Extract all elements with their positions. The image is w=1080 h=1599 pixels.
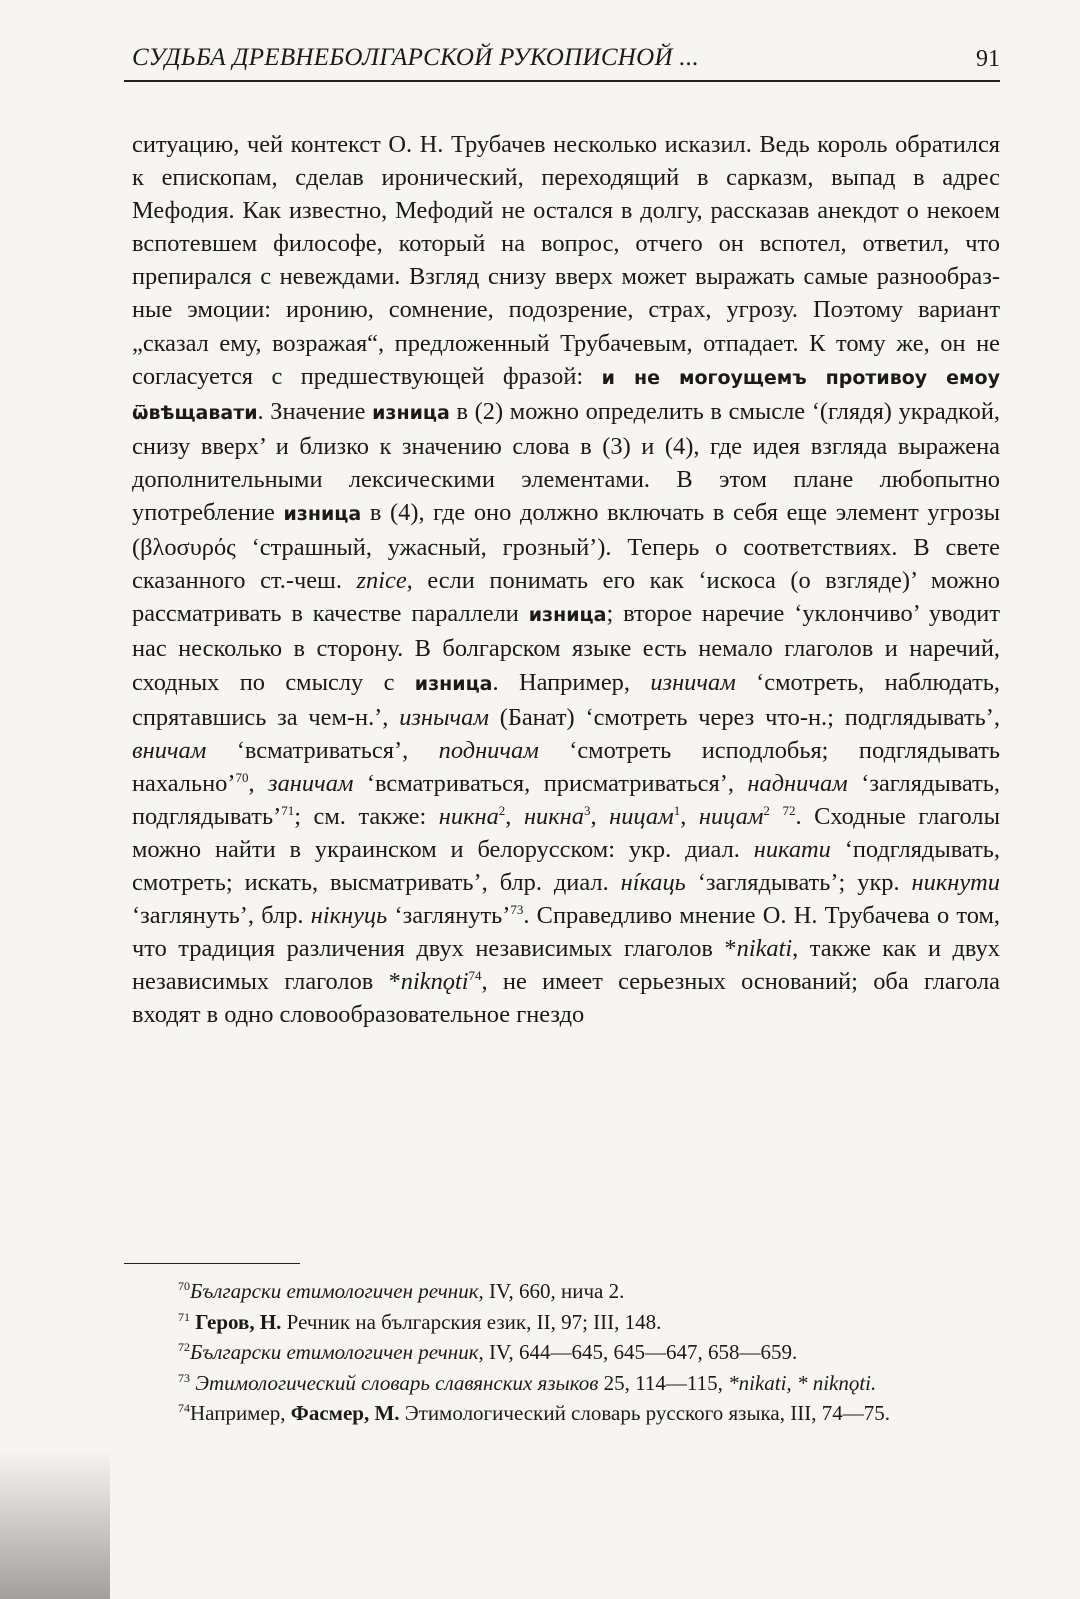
text-run: ; см. также: — [294, 802, 439, 830]
main-text — [132, 128, 1000, 1032]
homonym-index: 2 — [498, 802, 506, 818]
footnote-ref-70[interactable]: 70 — [235, 769, 249, 785]
running-title: СУДЬБА ДРЕВНЕБОЛГАРСКОЙ РУКОПИСНОЙ ... — [132, 44, 700, 71]
text-run: . Например, — [492, 668, 651, 696]
italic-term: никна — [523, 802, 584, 830]
footnote-italic: * niknǫti. — [796, 1370, 877, 1395]
footnote-number: 70 — [178, 1279, 190, 1293]
footnote-title: Български етимологичен речник — [190, 1279, 479, 1303]
italic-term: нíкаць — [620, 869, 686, 897]
italic-term: никати — [753, 835, 831, 863]
text-run: , — [505, 802, 524, 830]
text-run: ‘всматриваться, присматриваться’, — [353, 769, 748, 797]
footnote-title: Этимологический словарь славянских языков — [195, 1370, 599, 1395]
text-run: , — [680, 802, 699, 830]
text-run: , также как и двух независимых глаголов * — [132, 935, 1000, 996]
footnote-ref-73[interactable]: 73 — [510, 902, 524, 918]
footnote-text: Например, — [190, 1401, 291, 1425]
gutter-shadow — [0, 1450, 110, 1599]
text-run: ‘заглядывать, подглядывать’ — [132, 769, 1001, 830]
footnote-ref-74[interactable]: 74 — [468, 968, 482, 984]
footnote-text: Речник на българския език, II, 97; III, 148. — [281, 1309, 662, 1334]
footnote-text: , IV, 644—645, 645—647, 658—659. — [478, 1340, 798, 1364]
church-slavonic-word: изница — [528, 604, 607, 627]
footnote-71 — [124, 1307, 1000, 1338]
church-slavonic-word: изница — [414, 672, 493, 695]
footnote-text: , IV, 660, нича 2. — [478, 1279, 625, 1303]
footnote-rule — [124, 1263, 300, 1264]
footnote-72 — [124, 1337, 1000, 1368]
text-run: , если понимать его как ‘искоса (о взгляде)’ можно рассматривать в качестве параллели — [132, 567, 1000, 628]
homonym-index: 1 — [673, 802, 681, 818]
text-run: . Значение — [257, 397, 373, 425]
italic-term: вничам — [132, 736, 207, 764]
body-paragraph — [132, 128, 1000, 1032]
text-run: ‘заглядывать’; укр. — [685, 869, 912, 897]
text-run: . Справедливо мнение О. Н. Трубачева о том, что традиция различения двух независимых глаголов * — [132, 902, 1000, 963]
text-run: . Сходные глаголы можно найти в украинском и белорусском: укр. диал. — [132, 802, 1000, 863]
italic-term: надничам — [747, 769, 848, 797]
text-run: в (4), где оно должно включать в себя еще элемент угрозы (βλοσυρός ‘страшный, ужасный, грозный’). Теперь о соответствиях. В свете сказанного ст.-чеш. — [132, 499, 1000, 595]
footnote-70 — [124, 1276, 1000, 1307]
text-run: в (2) можно определить в смысле ‘(глядя) украдкой, снизу вверх’ и близко к значению слова в (3) и (4), где идея взгляда выражена дополнительными лексическими элементами. В этом плане любопытно употребление — [132, 397, 1001, 527]
text-run: , — [590, 802, 610, 830]
italic-term: изничам — [650, 668, 736, 696]
footnote-73 — [124, 1368, 1000, 1399]
text-run: , — [248, 769, 269, 797]
footnote-text: 25, 114—115, — [598, 1370, 729, 1395]
text-run: ; второе наречие ‘уклончиво’ уводит нас несколько в сторону. В болгарском языке есть немало глаголов и наречий, сходных по смыслу с — [132, 600, 1001, 696]
footnote-author: Геров, Н. — [195, 1309, 282, 1334]
italic-term: niknǫti — [400, 968, 469, 996]
italic-term: ницам — [609, 802, 674, 830]
italic-term: znice — [356, 567, 407, 595]
footnote-number: 73 — [178, 1370, 190, 1385]
footnote-text: Этимологический словарь русского языка, III, 74—75. — [399, 1401, 890, 1425]
footnote-ref-72[interactable]: 72 — [782, 802, 796, 818]
page-number: 91 — [976, 46, 1000, 72]
text-run: ‘смотреть исподлобья; подглядывать нахально’ — [132, 736, 1000, 797]
italic-term: подничам — [438, 736, 539, 764]
footnote-number: 72 — [178, 1340, 190, 1354]
italic-term: изнычам — [399, 703, 489, 731]
header-rule — [124, 80, 1000, 82]
page-header — [132, 42, 1000, 82]
footnotes — [124, 1276, 1000, 1429]
italic-term: nikati — [736, 935, 793, 963]
text-run: ‘всматриваться’, — [206, 736, 439, 764]
text-run: ‘заглянуть’ — [387, 902, 511, 930]
italic-term: ницам — [698, 802, 764, 830]
text-run: ‘смотреть, наблюдать, спрятавшись за чем-н.’, — [132, 668, 1000, 731]
italic-term: нікнуць — [310, 902, 388, 930]
italic-term: никна — [438, 802, 499, 830]
text-run: ‘подглядывать, смотреть; искать, высматривать’, блр. диал. — [132, 835, 1000, 897]
italic-term: заничам — [268, 769, 354, 797]
church-slavonic-word: изница — [372, 401, 450, 424]
homonym-index: 2 — [763, 802, 770, 818]
text-run: ситуацию, чей контекст О. Н. Трубачев несколько исказил. Ведь король обратился к епископам, сделав иронический, переходящий в сарказм, выпад в адрес Мефодия. Как известно, Мефодий не остался в долгу, рассказав анекдот о некоем вспотевшем философе, который на вопрос, отчего он вспотел, ответил, что препирался с невеждами. Взгляд снизу вверх может выражать самые разнообразные эмоции: иронию, сомнение, подозрение, страх, угрозу. Поэтому вариант „сказал ему, возражая“, предложенный Трубачевым, отпадает. К тому же, он не согласуется с предшествующей фразой: — [132, 131, 1000, 390]
church-slavonic-quote: и не могоущемъ противоу емоу ѿвѣщавати — [132, 366, 1000, 424]
footnote-ref-71[interactable]: 71 — [281, 802, 295, 818]
footnote-title: Български етимологичен речник — [190, 1340, 479, 1364]
italic-term: никнути — [911, 869, 1000, 897]
church-slavonic-word: изница — [283, 503, 362, 526]
footnote-number: 71 — [178, 1309, 190, 1324]
footnote-author: Фасмер, М. — [290, 1401, 400, 1425]
footnote-74 — [124, 1398, 1000, 1429]
text-run: (Банат) ‘смотреть через что-н.; подглядывать’, — [488, 703, 1000, 731]
footnote-number: 74 — [178, 1401, 190, 1415]
homonym-index: 3 — [583, 802, 591, 818]
text-run: , не имеет серьезных оснований; оба глагола входят в одно словообразовательное гнездо — [132, 968, 1000, 1029]
footnote-italic: *nikati, — [728, 1370, 792, 1395]
text-run: ‘заглянуть’, блр. — [132, 902, 311, 930]
